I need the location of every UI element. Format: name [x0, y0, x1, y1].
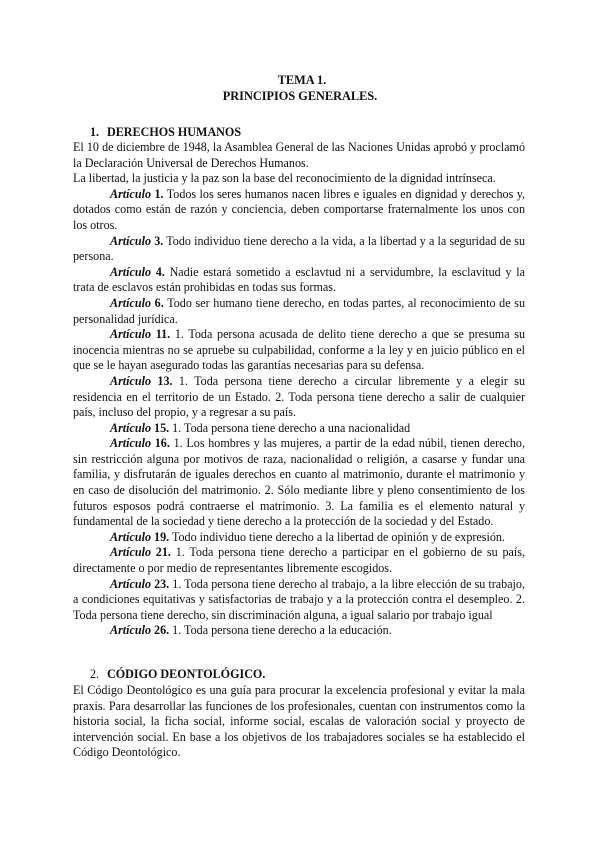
article-paragraph: [73, 577, 525, 624]
section-body-derechos-humanos: [73, 140, 525, 639]
article-paragraph: [73, 265, 525, 296]
article-text: 1. Toda persona tiene derecho a una nacionalidad: [169, 420, 411, 435]
article-label: Artículo 16.: [110, 436, 170, 451]
section-heading-derechos-humanos: [90, 125, 241, 141]
paragraph: El Código Deontológico es una guía para procurar la excelencia profesional y evitar la mala praxis. Para desarrollar las funciones de los profesionales, cuentan con instrumentos como la historia social, la ficha social, informe social, escalas de valoración social y proyecto de intervención social. En base a los objetivos de los trabajadores sociales se ha establecido el Código Deontológico.: [73, 683, 525, 760]
article-text: 1. Los hombres y las mujeres, a partir de la edad núbil, tienen derecho, sin restricción alguna por motivos de raza, nacionalidad o religión, a casarse y fundar una familia, y disfrutarán de iguales derechos en cuanto al matrimonio, durante el matrimonio y en caso de disolución del matrimonio. 2. Sólo mediante libre y pleno consentimiento de los futuros esposos podrá contraerse el matrimonio. 3. La familia es el elemento natural y fundamental de la sociedad y tiene derecho a la protección de la sociedad y del Estado.: [73, 436, 525, 529]
article-paragraph: [73, 623, 525, 639]
article-text: 1. Toda persona tiene derecho a participar en el gobierno de su país, directamente o por medio de representantes libremente escogidos.: [73, 545, 525, 576]
article-paragraph: [73, 421, 525, 437]
article-label: Artículo 15.: [110, 420, 170, 435]
paragraph: El 10 de diciembre de 1948, la Asamblea General de las Naciones Unidas aprobó y proclamó la Declaración Universal de Derechos Humanos.: [73, 140, 525, 170]
article-label: Artículo 6.: [110, 295, 164, 310]
section-heading-codigo-deontologico: [90, 667, 265, 683]
article-paragraph: [73, 327, 525, 374]
article-paragraph: [73, 296, 525, 327]
article-paragraph: [73, 530, 525, 546]
section-number: 1.: [90, 125, 100, 139]
article-label: Artículo 21.: [110, 545, 171, 560]
article-label: Artículo 1.: [110, 186, 164, 201]
article-text: Todo ser humano tiene derecho, en todas partes, al reconocimiento de su personalidad jurídica.: [73, 295, 525, 326]
article-text: 1. Toda persona tiene derecho a la educación.: [169, 623, 392, 638]
article-paragraph: [73, 187, 525, 234]
article-text: Nadie estará sometido a esclavtud ni a servidumbre, la esclavitud y la trata de esclavos están prohibidas en todas sus formas.: [73, 264, 525, 295]
section-number: 2.: [90, 667, 100, 681]
document-subtitle: PRINCIPIOS GENERALES.: [222, 89, 378, 103]
article-label: Artículo 13.: [110, 373, 173, 388]
article-text: 1. Toda persona tiene derecho a circular libremente y a elegir su residencia en el territorio de un Estado. 2. Toda persona tiene derecho a salir de cualquier país, incluso del propio, y a regresar a su país.: [73, 373, 525, 420]
article-text: 1. Toda persona acusada de delito tiene derecho a que se presuma su inocencia mientras no se apruebe su culpabilidad, conforme a la ley y en juicio público en el que se le hayan asegurado todas las garantías necesarias para su defensa.: [73, 327, 525, 373]
section-body-codigo-deontologico: [73, 683, 525, 761]
article-paragraph: [73, 436, 525, 530]
article-label: Artículo 4.: [110, 264, 165, 279]
section-title: CÓDIGO DEONTOLÓGICO.: [107, 667, 266, 681]
article-text: Todo individuo tiene derecho a la libertad de opinión y de expresión.: [169, 529, 505, 544]
article-text: Todo individuo tiene derecho a la vida, a la libertad y a la seguridad de su persona.: [73, 233, 525, 264]
article-label: Artículo 3.: [110, 233, 164, 248]
article-text: 1. Toda persona tiene derecho al trabajo, a la libre elección de su trabajo, a condiciones equitativas y satisfactorias de trabajo y a la protección contra el desempleo. 2. Toda persona tiene derecho, sin discriminación alguna, a igual salario por trabajo igual: [73, 576, 525, 622]
article-paragraph: [73, 374, 525, 421]
article-label: Artículo 23.: [110, 576, 170, 591]
article-text: Todos los seres humanos nacen libres e iguales en dignidad y derechos y, dotados como están de razón y conciencia, deben comportarse fraternalmente los unos con los otros.: [73, 186, 525, 232]
article-label: Artículo 11.: [110, 327, 171, 342]
article-label: Artículo 19.: [110, 529, 170, 544]
article-paragraph: [73, 545, 525, 576]
paragraph: La libertad, la justicia y la paz son la base del reconocimiento de la dignidad intrínseca.: [73, 171, 496, 186]
article-paragraph: [73, 234, 525, 265]
section-title: DERECHOS HUMANOS: [107, 125, 242, 139]
article-label: Artículo 26.: [110, 623, 170, 638]
document-title: TEMA 1.: [277, 73, 327, 87]
